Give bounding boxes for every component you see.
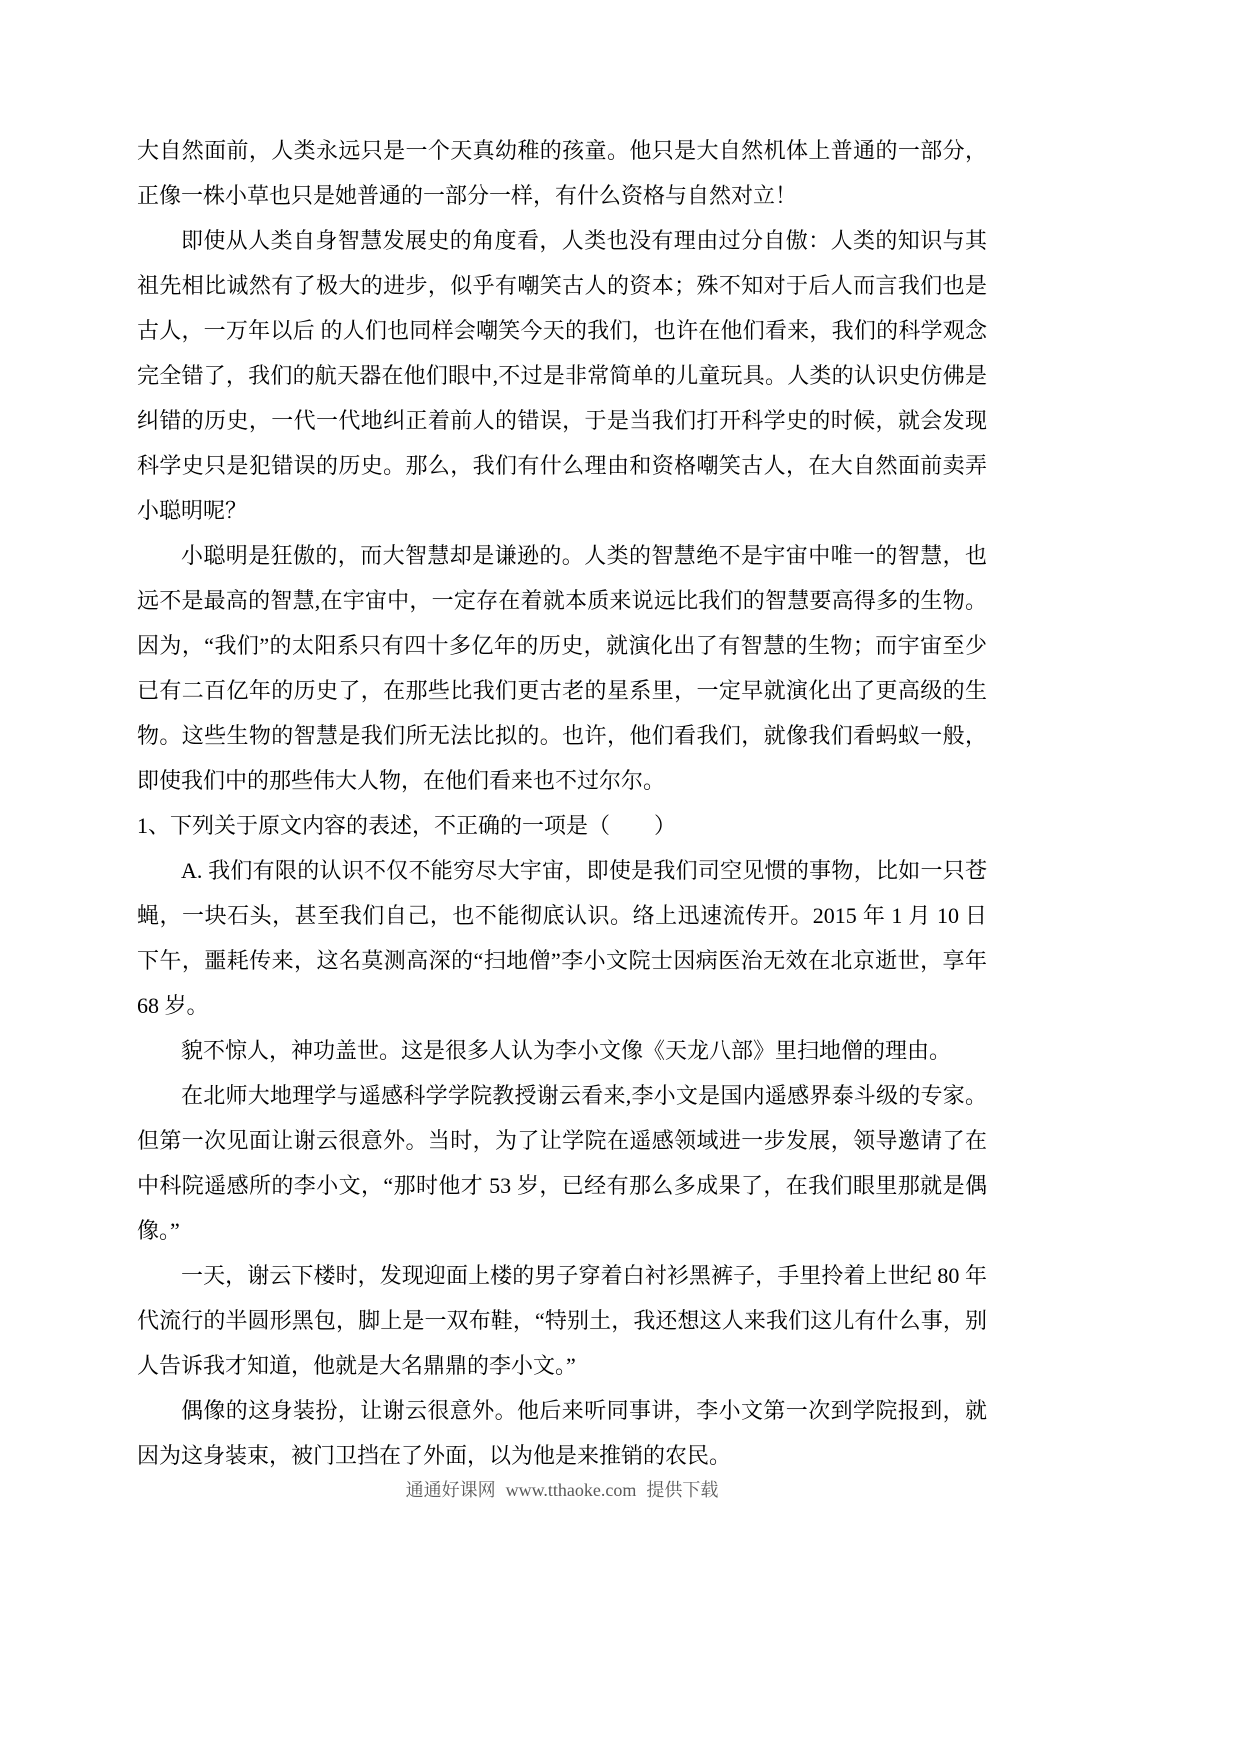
question-line: 1、下列关于原文内容的表述，不正确的一项是（ ） — [137, 813, 677, 838]
footer-suffix: 提供下载 — [646, 1480, 719, 1500]
paragraph: 一天，谢云下楼时，发现迎面上楼的男子穿着白衬衫黑裤子，手里拎着上世纪 80 年代流行的半圆形黑包，脚上是一双布鞋，“特别土，我还想这人来我们这儿有什么事，别人告诉我才知道，他就是大名鼎鼎的李小文。” — [137, 1263, 987, 1378]
footer-site-name: 通通好课网 — [405, 1480, 496, 1500]
paragraph: 即使从人类自身智慧发展史的角度看，人类也没有理由过分自傲：人类的知识与其祖先相比诚然有了极大的进步，似乎有嘲笑古人的资本；殊不知对于后人而言我们也是古人，一万年以后 的人们也同样会嘲笑今天的我们，也许在他们看来，我们的科学观念完全错了，我们的航天器在他们眼中,不过是非常简单的儿童玩具。人类的认识史仿佛是纠错的历史，一代一代地纠正着前人的错误，于是当我们打开科学史的时候，就会发现科学史只是犯错误的历史。那么，我们有什么理由和资格嘲笑古人，在大自然面前卖弄小聪明呢？ — [137, 228, 987, 523]
paragraph: 偶像的这身装扮，让谢云很意外。他后来听同事讲，李小文第一次到学院报到，就因为这身装束，被门卫挡在了外面，以为他是来推销的农民。 — [137, 1398, 987, 1468]
document-body — [137, 128, 987, 1478]
paragraph-continuation: 大自然面前，人类永远只是一个天真幼稚的孩童。他只是大自然机体上普通的一部分，正像一株小草也只是她普通的一部分一样，有什么资格与自然对立！ — [137, 138, 987, 208]
paragraph: 貌不惊人，神功盖世。这是很多人认为李小文像《天龙八部》里扫地僧的理由。 — [181, 1038, 952, 1063]
page-footer — [137, 1478, 987, 1502]
footer-url: www.tthaoke.com — [505, 1480, 637, 1500]
paragraph: 小聪明是狂傲的，而大智慧却是谦逊的。人类的智慧绝不是宇宙中唯一的智慧，也远不是最高的智慧,在宇宙中，一定存在着就本质来说远比我们的智慧要高得多的生物。因为，“我们”的太阳系只有四十多亿年的历史，就演化出了有智慧的生物；而宇宙至少已有二百亿年的历史了，在那些比我们更古老的星系里，一定早就演化出了更高级的生物。这些生物的智慧是我们所无法比拟的。也许，他们看我们，就像我们看蚂蚁一般，即使我们中的那些伟大人物，在他们看来也不过尔尔。 — [137, 543, 987, 793]
paragraph: 在北师大地理学与遥感科学学院教授谢云看来,李小文是国内遥感界泰斗级的专家。但第一次见面让谢云很意外。当时，为了让学院在遥感领域进一步发展，领导邀请了在中科院遥感所的李小文，“那时他才 53 岁，已经有那么多成果了，在我们眼里那就是偶像。” — [137, 1083, 987, 1243]
option-a: A. 我们有限的认识不仅不能穷尽大宇宙，即使是我们司空见惯的事物，比如一只苍蝇，一块石头，甚至我们自己，也不能彻底认识。络上迅速流传开。2015 年 1 月 10 日下午，噩耗传来，这名莫测高深的“扫地僧”李小文院士因病医治无效在北京逝世，享年 68 岁。 — [137, 858, 987, 1018]
